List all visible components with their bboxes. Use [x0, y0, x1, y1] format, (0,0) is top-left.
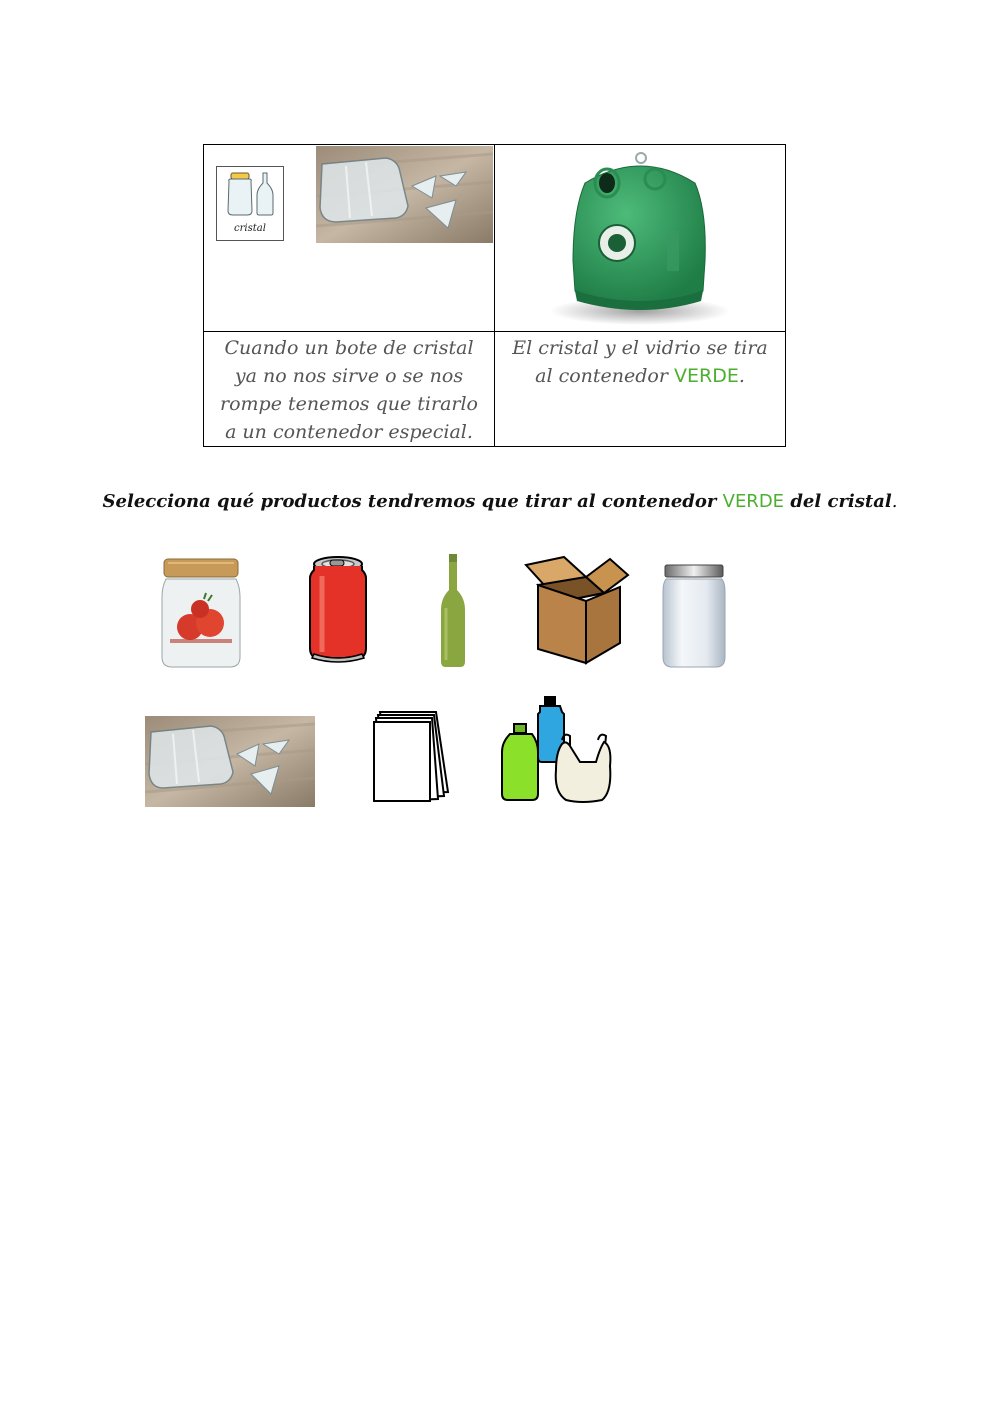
soda-can-icon[interactable] — [308, 556, 368, 665]
instruction-highlight: VERDE — [722, 491, 785, 512]
rule-text-main: El cristal y el vidrio se tira al contenedor — [512, 337, 768, 387]
instruction-period: . — [891, 491, 898, 512]
rule-highlight: VERDE — [673, 365, 739, 387]
cell-glass-images — [204, 145, 495, 332]
plastic-containers-icon[interactable] — [500, 696, 614, 804]
glass-jar-icon[interactable] — [662, 563, 726, 669]
rule-text-end: . — [738, 365, 745, 387]
instruction-text: Selecciona qué productos tendremos que tirar al contenedor — [102, 491, 717, 512]
broken-glass-photo-icon — [316, 146, 493, 243]
pictogram-label: cristal — [234, 223, 266, 234]
cristal-pictogram — [216, 166, 284, 241]
wine-bottle-icon[interactable] — [438, 554, 468, 668]
jar-and-bottle-icon — [217, 167, 283, 223]
cell-text-left — [204, 332, 495, 447]
cell-text-right — [495, 332, 786, 447]
green-container-icon — [545, 151, 735, 327]
cardboard-box-icon[interactable] — [524, 555, 630, 665]
instruction — [0, 491, 1000, 512]
paper-stack-icon[interactable] — [372, 710, 450, 803]
instruction-text-end: del cristal — [790, 491, 892, 512]
tomato-jar-icon[interactable] — [160, 557, 242, 668]
cell-green-container — [495, 145, 786, 332]
info-table — [203, 144, 786, 447]
rule-text — [495, 332, 785, 390]
broken-glass-icon[interactable] — [145, 716, 315, 807]
explanation-text: Cuando un bote de cristal ya no nos sirve o se nos rompe tenemos que tirarlo a un contenedor especial. — [220, 337, 478, 443]
